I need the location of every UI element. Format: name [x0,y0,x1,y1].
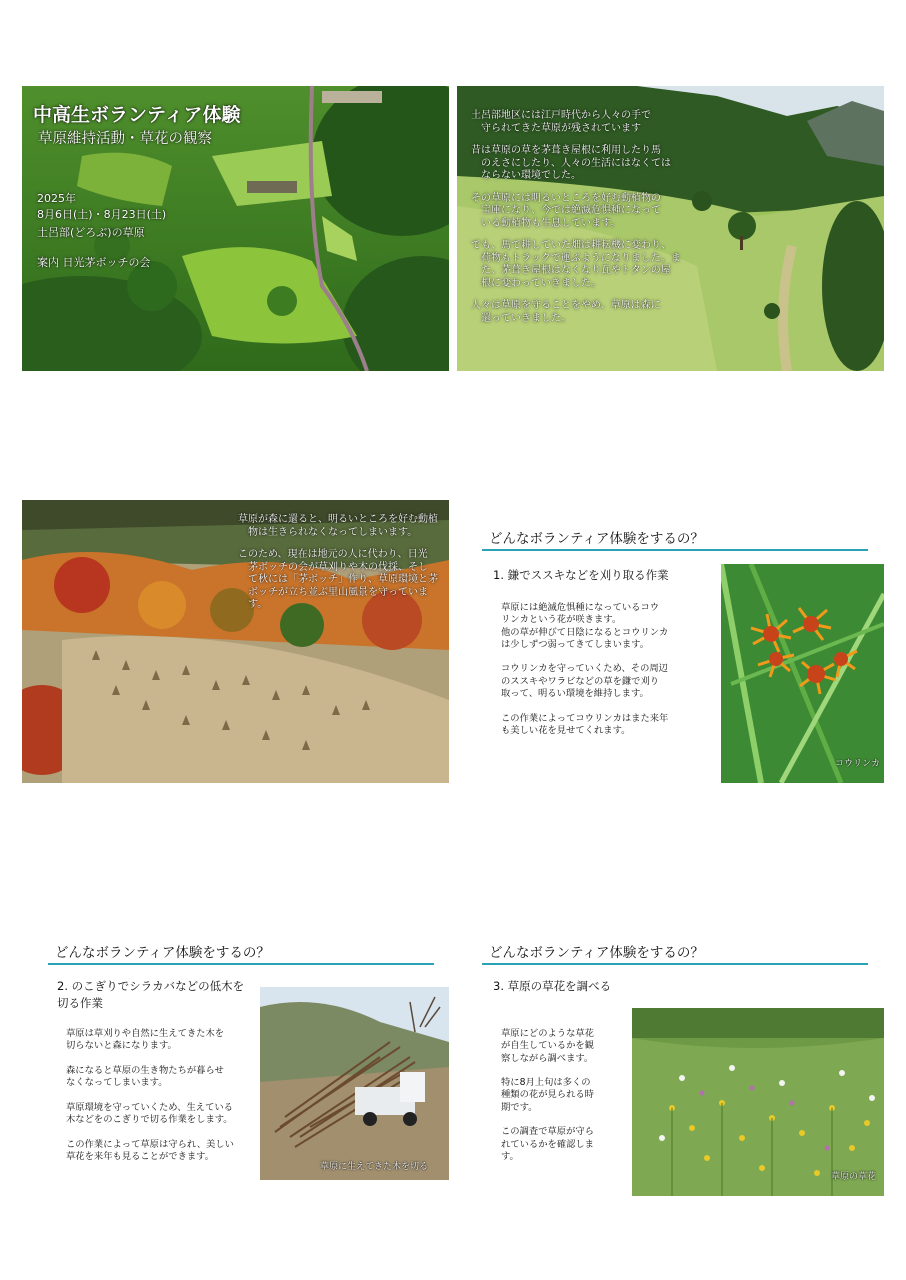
activity-subheading: 3. 草原の草花を調べる [493,979,612,993]
event-title: 中高生ボランティア体験 [33,104,241,126]
activity-subheading: 2. のこぎりでシラカバなどの低木を 切る作業 [57,979,245,1010]
event-subtitle: 草原維持活動・草花の観察 [38,131,212,147]
history-paragraph: 人々は草原を守ることをやめ、草原は森に 還っていきました。 [471,300,661,324]
title-overlay [33,103,433,271]
activity-subheading: 1. 鎌でススキなどを刈り取る作業 [493,568,669,582]
history-paragraph: 土呂部地区には江戸時代から人々の手で 守られてきた草原が残されています [471,110,651,134]
event-place: 土呂部(どろぶ)の草原 [37,226,145,239]
history-paragraph: 昔は草原の草を茅葺き屋根に利用したり馬 のえさにしたり、人々の生活にはなくては ならない環境でした。 [471,145,671,181]
event-guide: 案内 日光茅ボッチの会 [37,256,151,269]
slide-title [22,86,449,371]
activity-heading: どんなボランティア体験をするの？ [489,531,704,547]
kourinka-flower-photo [721,564,884,783]
wildflower-meadow-photo [632,1008,884,1196]
history-paragraph: その草原には明るいところを好む動植物の 宝庫になり、今では絶滅危惧種になって いる動植物も生息しています。 [471,192,661,229]
heading-rule [48,963,434,965]
activity-heading: どんなボランティア体験をするの？ [55,945,270,961]
event-year: 2025年 [37,192,76,205]
cut-trees-photo-frame [260,987,449,1180]
conservation-paragraph: 草原が森に還ると、明るいところを好む動植 物は生きられなくなってしまいます。 [238,514,438,538]
activity-description: 草原にどのような草花 が自生しているかを観 察しながら調べます。 特に8月上旬は多くの 種類の花が見られる時 期です。 この調査で草原が守ら れているかを確認しま す。 [501,1028,594,1162]
cut-trees-truck-photo [260,987,449,1180]
slide-conservation [22,500,449,783]
slide-history [457,86,884,371]
history-text [471,110,871,335]
wildflowers-photo-frame [632,1008,884,1196]
photo-caption: 草原の草花 [830,1172,876,1182]
photo-caption: 草原に生えてきた木を切る [320,1162,429,1172]
event-dates: 8月6日(土)・8月23日(土) [37,208,167,221]
photo-caption: コウリンカ [834,759,880,769]
kourinka-photo-frame [721,564,884,783]
activity-description: 草原には絶滅危惧種になっているコウ リンカという花が咲きます。 他の草が伸びて日陰になるとコウリンカ は少しずつ弱ってきてしまいます。 コウリンカを守っていくため、その周辺 のススキやワラビなどの草を鎌で刈り 取って、明るい環境を維持します。 この作業によってコウリンカはまた来年 も美しい花を見せてくれます。 [501,602,669,736]
heading-rule [482,549,868,551]
activity-heading: どんなボランティア体験をするの？ [489,945,704,961]
conservation-paragraph: このため、現在は地元の人に代わり、日光 茅ボッチの会が草刈りや木の伐採、そし て秋には「茅ボッチ」作り、草原環境と茅 ボッチが立ち並ぶ里山風景を守っていま す。 [238,549,438,610]
heading-rule [482,963,868,965]
conservation-text [238,514,448,622]
history-paragraph: でも、馬で耕していた畑は耕耘機に変わり、 荷物もトラックで運ぶようになりました。ま た、茅葺き屋根はなくなり瓦やトタンの屋 根に変わっていきました。 [471,240,681,289]
activity-description: 草原は草刈りや自然に生えてきた木を 切らないと森になります。 森になると草原の生き物たちが暮らせ なくなってしまいます。 草原環境を守っていくため、生えている 木などをのこぎりで切る作業をします。 この作業によって草原は守られ、美しい 草花を来年も見ることができます。 [66,1028,234,1162]
